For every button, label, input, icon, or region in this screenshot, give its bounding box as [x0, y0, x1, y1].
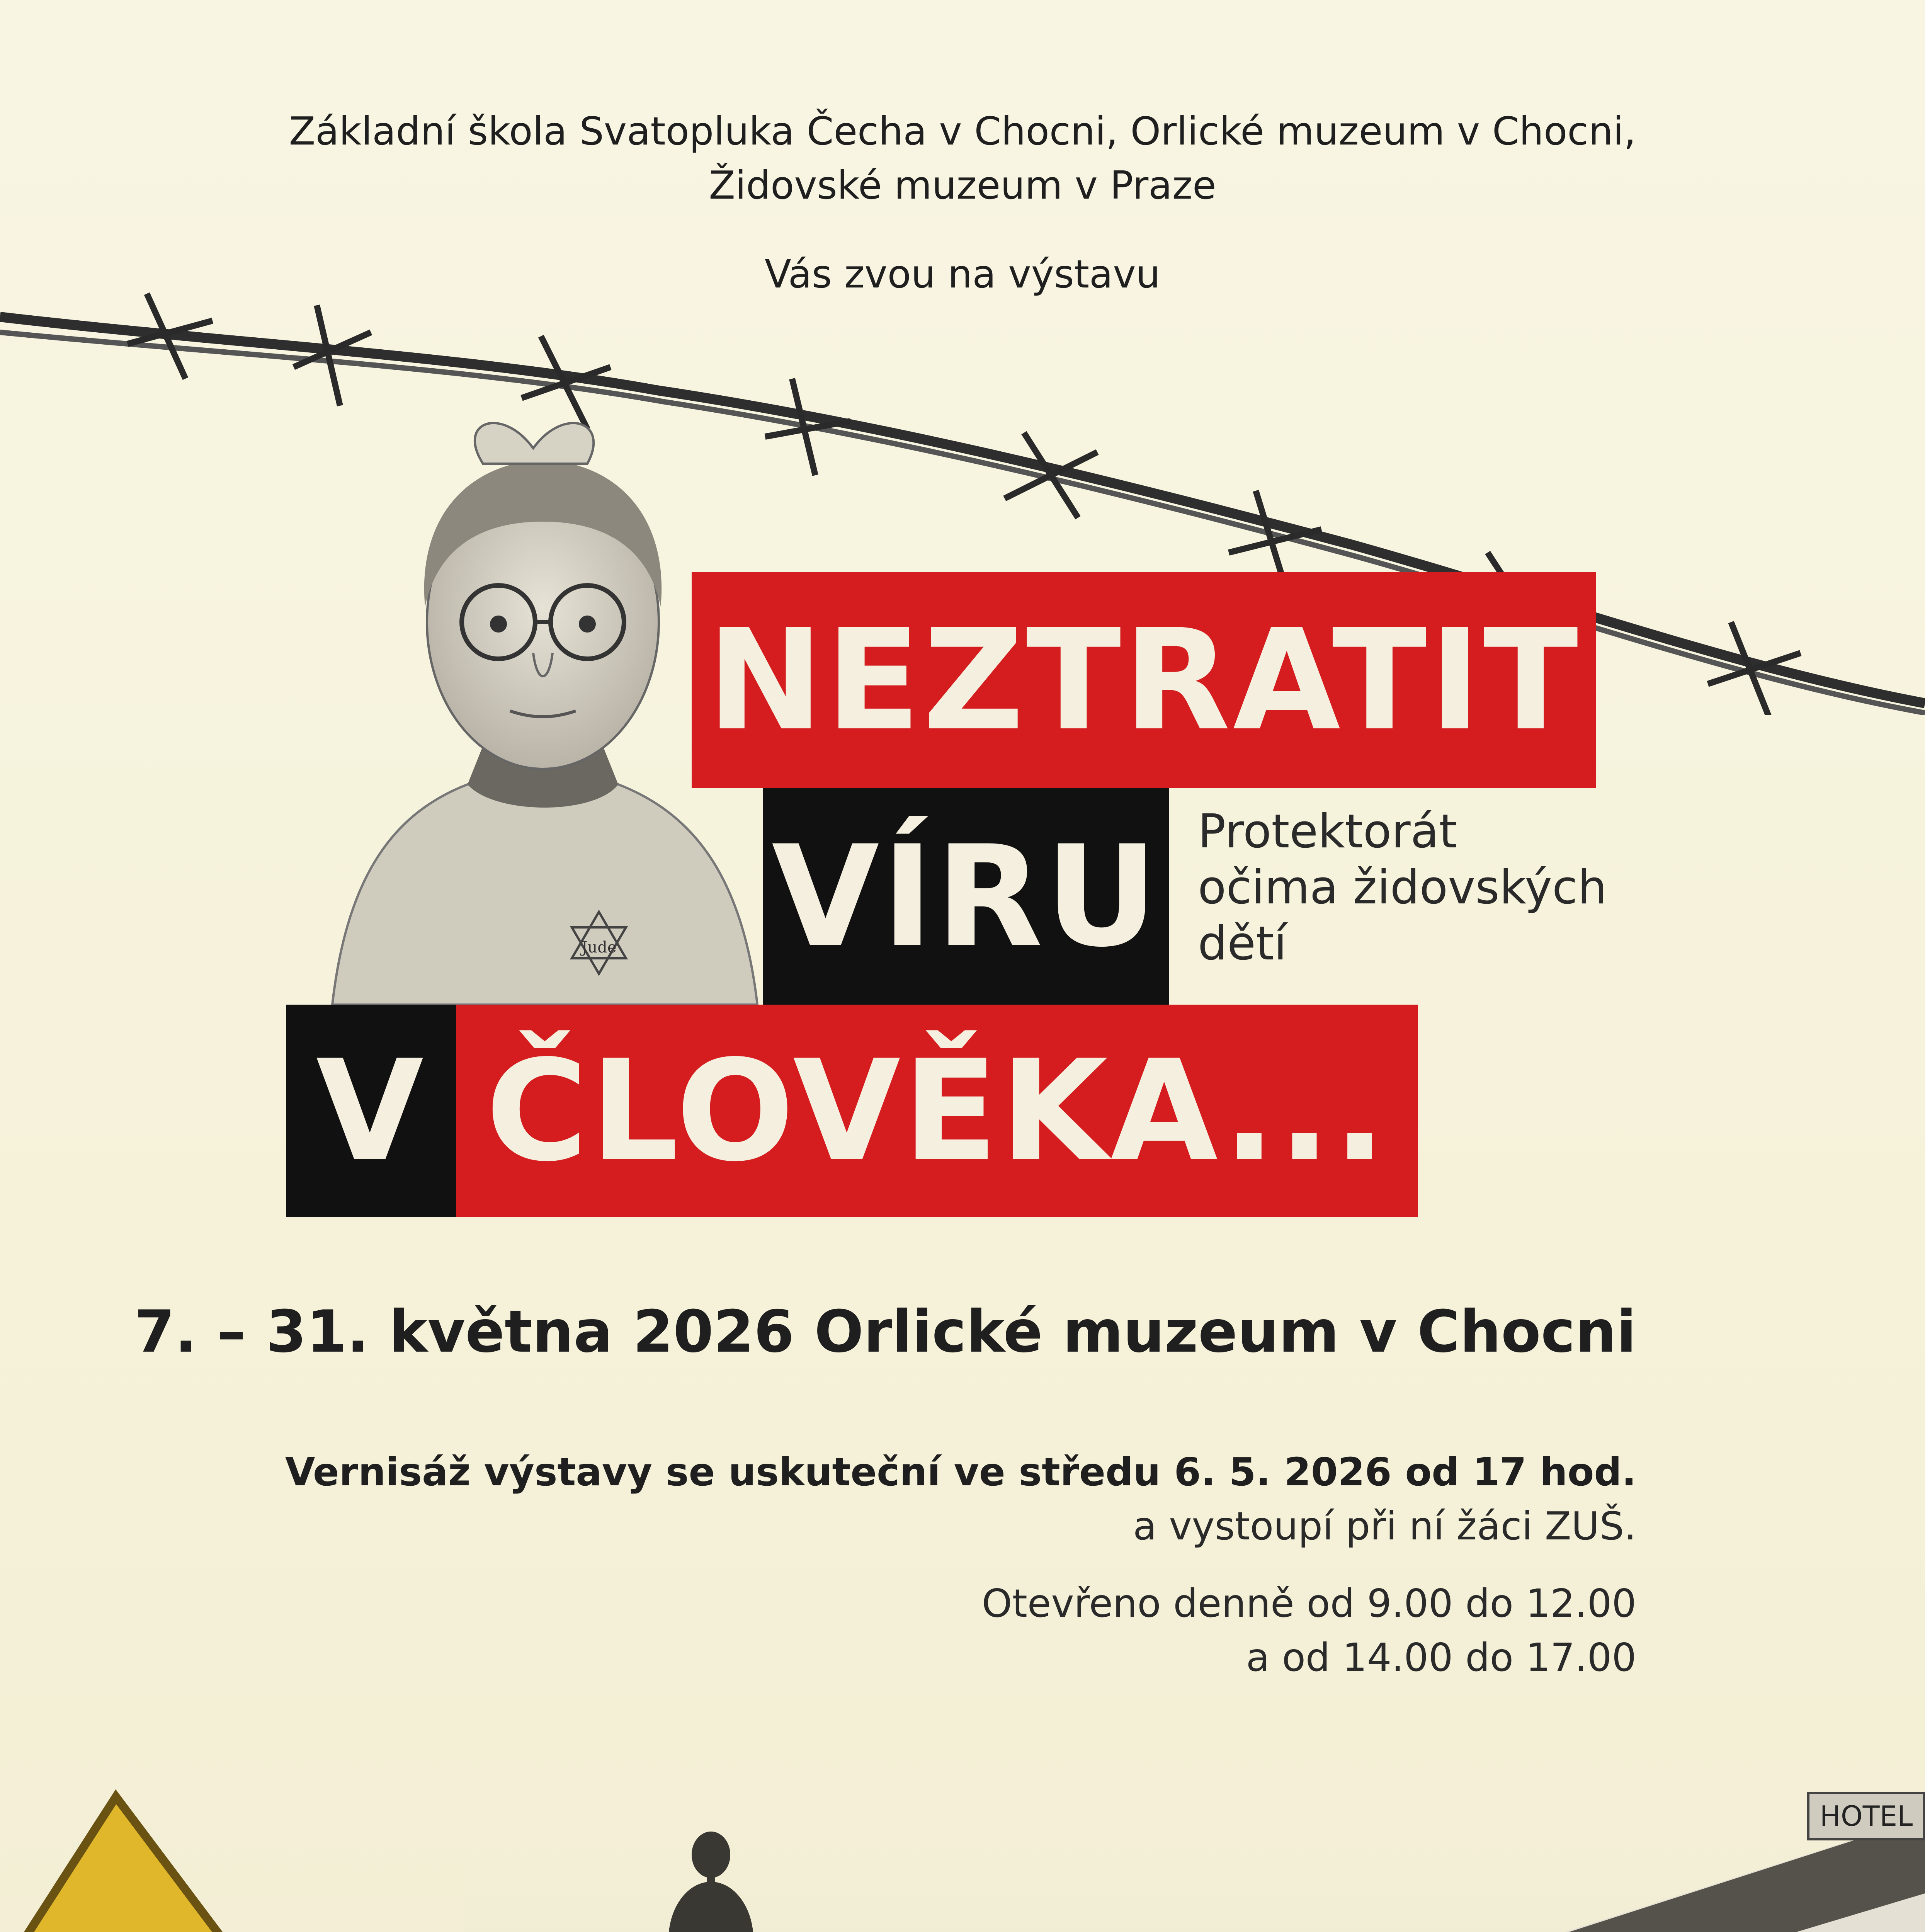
- organizers-line-1: Základní škola Svatopluka Čecha v Chocni, Orlické muzeum v Chocni,: [289, 109, 1636, 154]
- event-date-place: 7. – 31. května 2026 Orlické muzeum v Chocni: [134, 1298, 1636, 1366]
- title-line-1: NEZTRATIT: [692, 572, 1596, 788]
- girl-badge-text: Jude: [581, 939, 617, 956]
- subtitle-line-3: dětí: [1198, 917, 1287, 971]
- title-line-3: ČLOVĚKA...: [456, 1005, 1418, 1217]
- vernisage-text: Vernisáž výstavy se uskuteční ve středu 6. 5. 2026 od 17 hod.: [285, 1449, 1636, 1495]
- hotel-sign-text: HOTEL: [1820, 1800, 1913, 1832]
- subtitle: [1198, 804, 1681, 972]
- organizers-line-2: Židovské muzeum v Praze: [709, 163, 1216, 208]
- subtitle-line-1: Protektorát: [1198, 805, 1457, 859]
- opening-hours-1: Otevřeno denně od 9.00 do 12.00: [981, 1581, 1636, 1626]
- title-line-2: VÍRU: [763, 788, 1169, 1005]
- subtitle-line-2: očima židovských: [1198, 861, 1607, 915]
- opening-hours-2: a od 14.00 do 17.00: [1246, 1635, 1636, 1680]
- performers-text: a vystoupí při ní žáci ZUŠ.: [1133, 1503, 1636, 1549]
- historic-town-photo: [464, 1692, 1925, 1932]
- title-line-3-prefix: V: [286, 1005, 456, 1217]
- invitation-text: Vás zvou na výstavu: [765, 252, 1160, 297]
- yellow-star-badge: [0, 1777, 580, 1932]
